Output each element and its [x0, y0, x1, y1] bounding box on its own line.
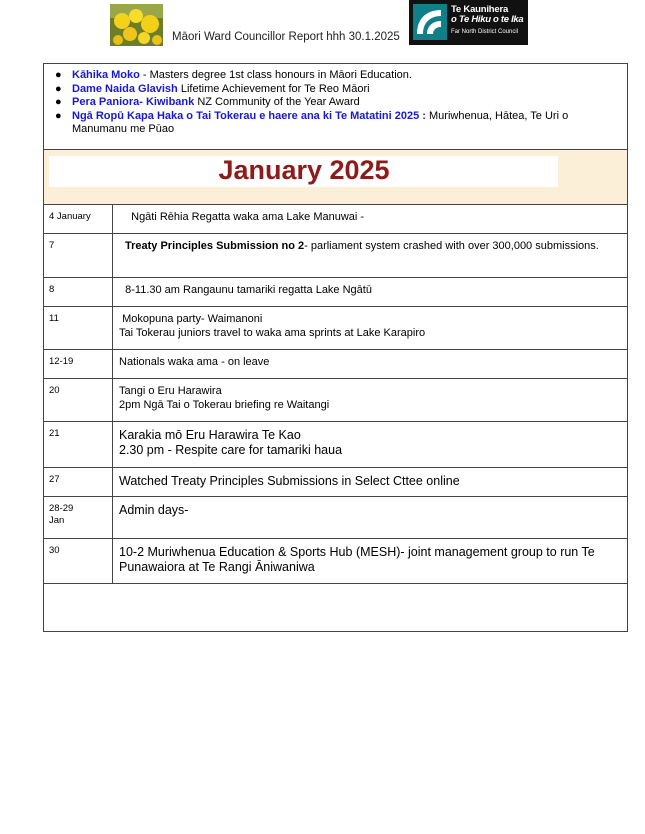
month-title: January 2025 — [218, 154, 390, 185]
diary-date — [44, 350, 113, 379]
diary-row — [44, 307, 627, 350]
council-logo — [409, 0, 528, 45]
diary-text: 8-11.30 am Rangaunu tamariki regatta Lake Ngātū — [119, 284, 372, 296]
diary-description — [113, 379, 628, 422]
diary-row — [44, 422, 627, 468]
diary-text: - parliament system crashed with over 300,000 submissions. — [304, 240, 599, 252]
diary-description — [113, 422, 628, 468]
diary-description — [113, 278, 628, 307]
diary-date — [44, 307, 113, 350]
diary-description — [113, 350, 628, 379]
diary-description — [113, 497, 628, 539]
diary-bold-text: Treaty Principles Submission no 2 — [125, 240, 305, 252]
award-item — [55, 69, 617, 83]
council-logo-icon — [413, 4, 447, 40]
diary-text: Karakia mō Eru Harawira Te Kao — [119, 428, 301, 442]
diary-date-text: 21 — [49, 428, 60, 439]
awards-section — [44, 64, 627, 150]
bullet-icon: ● — [55, 69, 62, 81]
diary-description — [113, 539, 628, 584]
diary-text: Nationals waka ama - on leave — [119, 356, 270, 368]
diary-description — [113, 234, 628, 278]
diary-date-text: 20 — [49, 385, 60, 396]
award-item — [55, 82, 617, 97]
diary-text: 10-2 Muriwhenua Education & Sports Hub (MESH)- joint management group to run Te Punawaiora at Te Rangi Āniwaniwa — [119, 545, 599, 574]
diary-row — [44, 539, 627, 584]
award-recipient: Dame Naida Glavish — [72, 82, 178, 95]
diary-date — [44, 539, 113, 584]
report-title: Māori Ward Councillor Report hhh 30.1.2025 — [172, 31, 400, 43]
diary-description — [113, 468, 628, 497]
diary-text: 2.30 pm - Respite care for tamariki haua — [119, 443, 343, 457]
award-recipient: Ngā Ropū Kapa Haka o Tai Tokerau e haere ana ki Te Matatini 2025 : — [72, 109, 426, 122]
award-detail: Lifetime Achievement for Te Reo Māori — [177, 82, 370, 95]
diary-date — [44, 497, 113, 539]
awards-list — [54, 69, 617, 137]
award-detail: - Masters degree 1st class honours in Māori Education. — [139, 69, 412, 81]
award-recipient: Pera Paniora- Kiwibank — [72, 96, 195, 108]
diary-date — [44, 422, 113, 468]
bullet-icon: ● — [55, 96, 62, 108]
empty-row — [44, 584, 627, 631]
diary-date — [44, 205, 113, 234]
award-detail: NZ Community of the Year Award — [194, 96, 360, 108]
diary-row — [44, 205, 627, 234]
diary-text: Tangi o Eru Harawira — [119, 385, 222, 397]
diary-text: Watched Treaty Principles Submissions in Select Cttee online — [119, 474, 460, 488]
diary-row — [44, 278, 627, 307]
diary-text: Ngāti Rēhia Regatta waka ama Lake Manuwai - — [125, 210, 365, 223]
award-detail: Muriwhenua, Hātea, Te Uri o Manumanu me Pūao — [72, 109, 569, 135]
diary-row — [44, 379, 627, 422]
diary-date-text: 4 January — [49, 210, 91, 222]
diary-date — [44, 379, 113, 422]
diary-date-text: 27 — [49, 474, 60, 485]
diary-row — [44, 234, 627, 278]
bullet-icon: ● — [55, 109, 62, 122]
logo-text-line1: Te Kaunihera — [451, 4, 509, 15]
diary-text: 2pm Ngā Tai o Tokerau briefing re Waitangi — [119, 398, 330, 411]
diary-text: Tai Tokerau juniors travel to waka ama sprints at Lake Karapiro — [119, 326, 426, 339]
bullet-icon: ● — [55, 82, 62, 95]
diary-date-text: 8 — [49, 284, 55, 295]
diary-text: Admin days- — [119, 503, 189, 517]
diary-date — [44, 234, 113, 278]
empty-cell — [44, 584, 627, 631]
diary-date-text: 11 — [49, 313, 59, 324]
diary-text: Mokopuna party- Waimanoni — [119, 313, 263, 325]
diary-description — [113, 307, 628, 350]
diary-date-text: 30 — [49, 545, 60, 556]
diary-date-text: 28-29 — [49, 503, 74, 514]
award-item — [55, 109, 617, 137]
report-table — [43, 63, 628, 632]
diary-row — [44, 468, 627, 497]
logo-text-line3: Far North District Council — [451, 29, 519, 35]
award-recipient: Kāhika Moko — [72, 69, 140, 81]
diary-row — [44, 350, 627, 379]
diary-date — [44, 468, 113, 497]
logo-text-line2: o Te Hiku o te Ika — [451, 14, 524, 25]
diary-date-text: Jan — [49, 514, 65, 526]
flowers-photo — [110, 4, 163, 46]
diary-date-text: 7 — [49, 240, 55, 251]
month-banner — [44, 150, 627, 205]
diary-table — [44, 205, 627, 631]
diary-description — [113, 205, 628, 234]
award-item — [55, 96, 617, 110]
diary-row — [44, 497, 627, 539]
diary-date-text: 12-19 — [49, 356, 74, 367]
diary-date — [44, 278, 113, 307]
